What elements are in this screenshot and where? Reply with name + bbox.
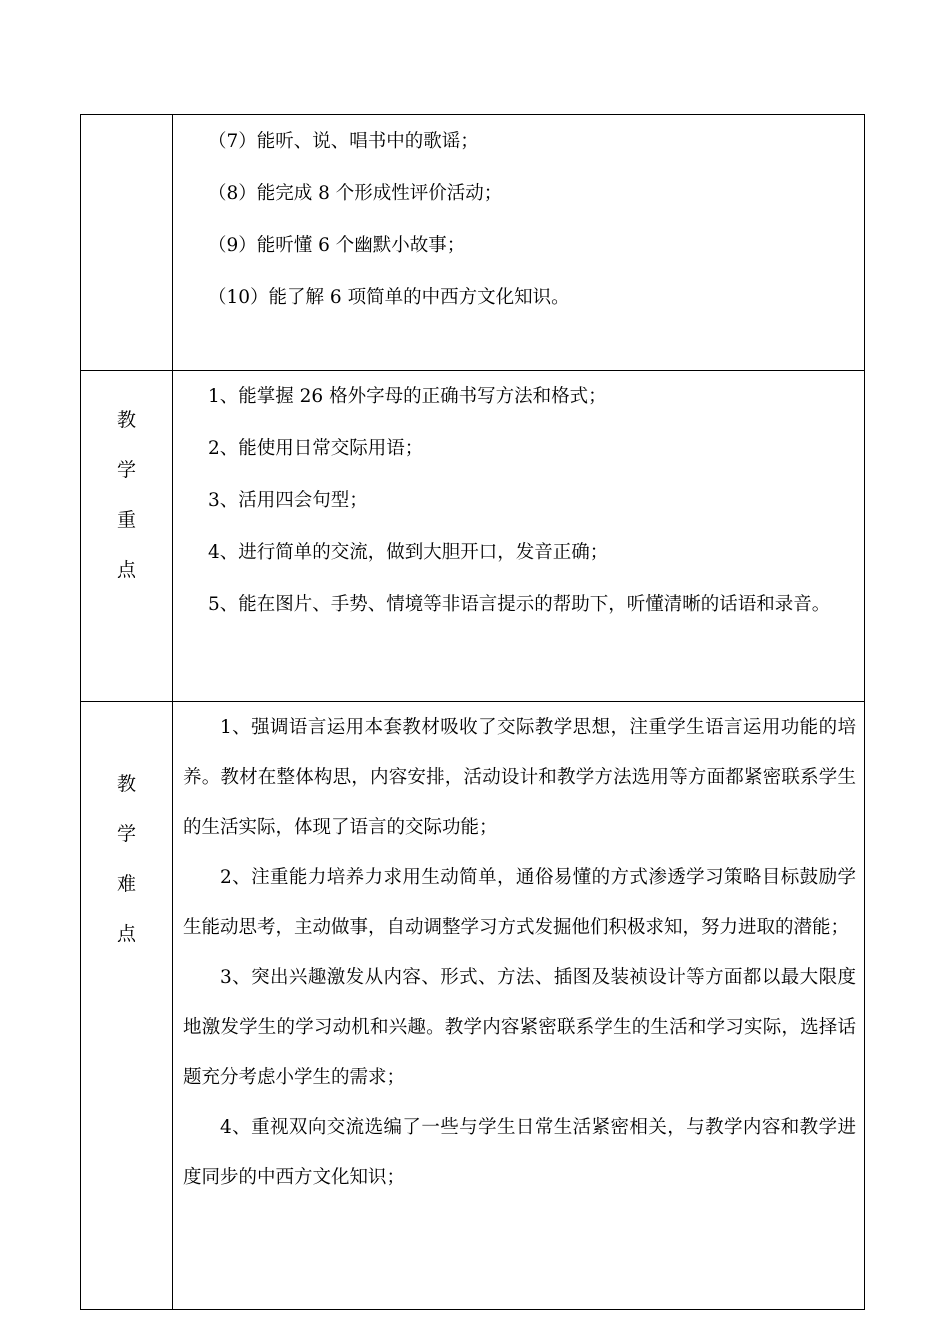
objectives-content-cell [173,115,865,371]
difficult-points-label-char: 学 [116,823,136,845]
objective-item: （8）能完成 8 个形成性评价活动； [208,183,503,204]
key-points-row [81,371,865,702]
key-points-label-cell [81,371,173,702]
key-points-label-char: 点 [116,559,136,581]
difficult-points-label-cell [81,702,173,1310]
difficult-points-row [81,702,865,1310]
difficult-point-paragraph: 1、强调语言运用本套教材吸收了交际教学思想，注重学生语言运用功能的培养。教材在整体构思，内容安排，活动设计和教学方法选用等方面都紧密联系学生的生活实际，体现了语言的交际功能； [183,717,856,838]
difficult-point-paragraph: 3、突出兴趣激发从内容、形式、方法、插图及装祯设计等方面都以最大限度地激发学生的学习动机和兴趣。教学内容紧密联系学生的生活和学习实际，选择话题充分考虑小学生的需求； [183,967,856,1088]
key-point-item: 1、能掌握 26 格外字母的正确书写方法和格式； [208,386,607,407]
objective-item: （7）能听、说、唱书中的歌谣； [208,131,479,152]
difficult-points-label-char: 教 [116,773,136,795]
key-point-item: 5、能在图片、手势、情境等非语言提示的帮助下，听懂清晰的话语和录音。 [208,594,831,615]
difficult-points-label-char: 难 [116,873,136,895]
key-point-item: 3、活用四会句型； [208,490,368,511]
key-point-item: 2、能使用日常交际用语； [208,438,424,459]
objective-item: （10）能了解 6 项简单的中西方文化知识。 [208,287,570,308]
key-points-content-cell [173,371,865,702]
difficult-points-label-char: 点 [116,923,136,945]
key-points-label-char: 重 [116,509,136,531]
teaching-plan-table [80,114,865,1310]
difficult-point-paragraph: 4、重视双向交流选编了一些与学生日常生活紧密相关，与教学内容和教学进度同步的中西方文化知识； [183,1117,856,1188]
key-point-item: 4、进行简单的交流，做到大胆开口，发音正确； [208,542,609,563]
difficult-point-paragraph: 2、注重能力培养力求用生动简单，通俗易懂的方式渗透学习策略目标鼓励学生能动思考，主动做事，自动调整学习方式发掘他们积极求知，努力进取的潜能； [183,867,856,938]
objectives-label-cell [81,115,173,371]
objectives-row [81,115,865,371]
objective-item: （9）能听懂 6 个幽默小故事； [208,235,466,256]
key-points-label-char: 学 [116,459,136,481]
key-points-label-char: 教 [116,409,136,431]
difficult-points-content-cell [173,702,865,1310]
